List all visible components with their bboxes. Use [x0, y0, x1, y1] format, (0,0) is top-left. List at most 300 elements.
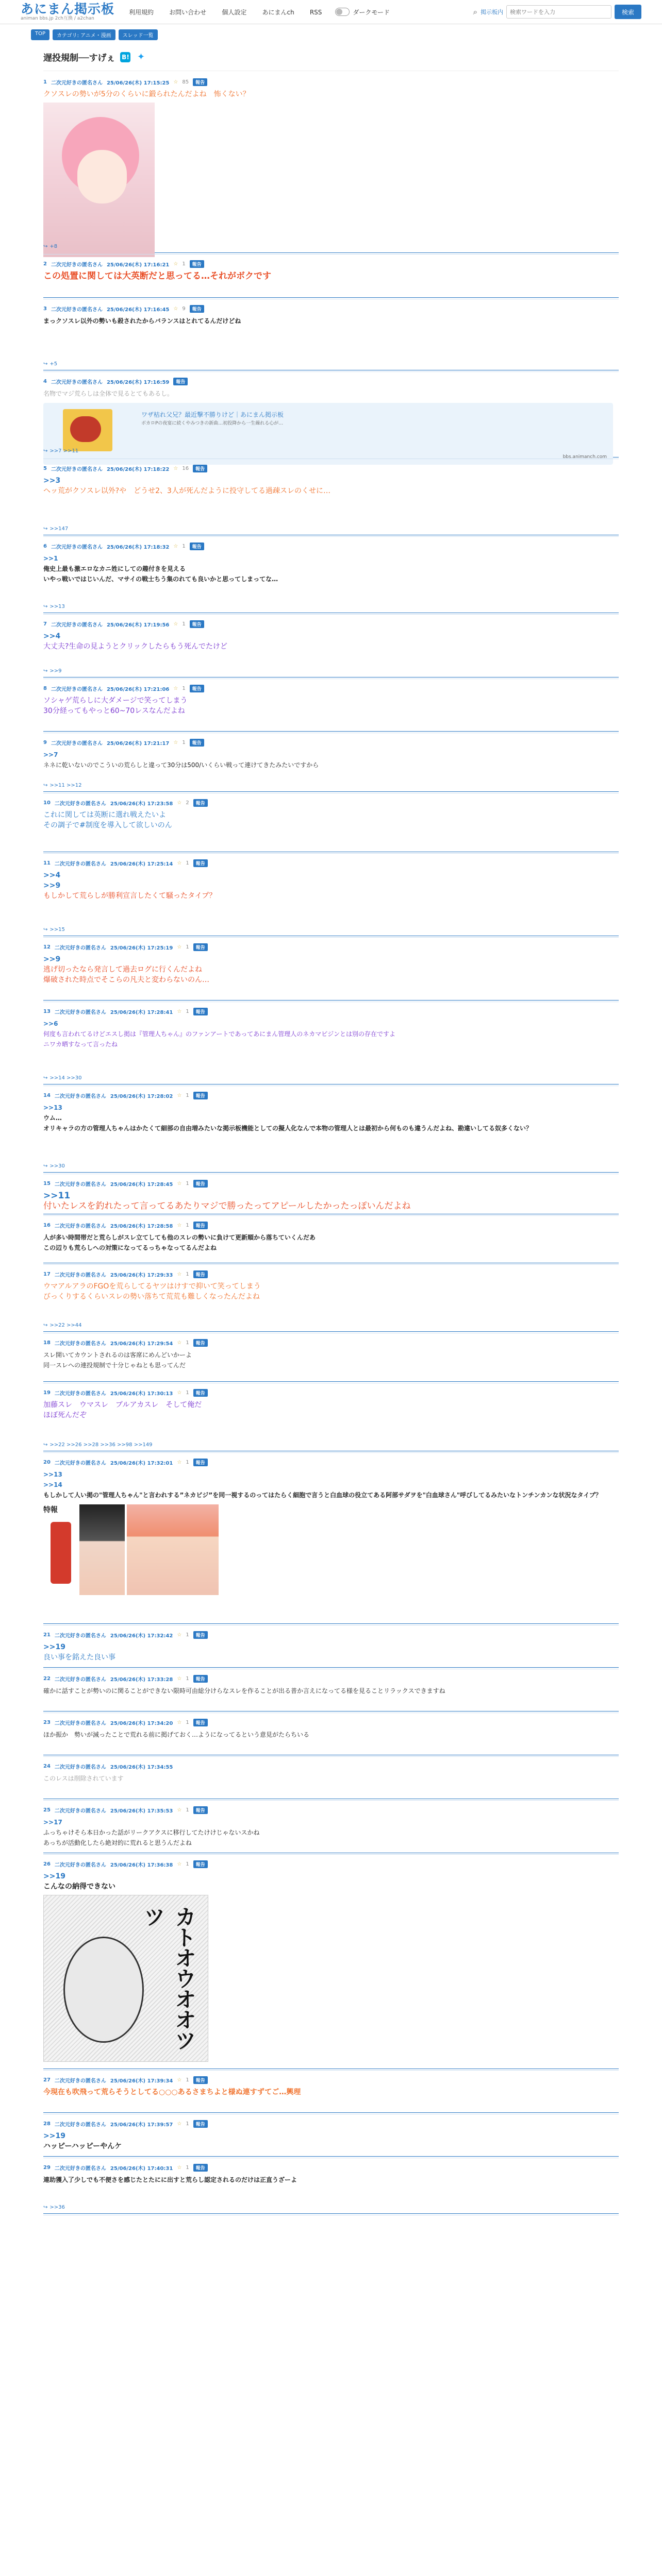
post-body	[43, 750, 619, 770]
reply-references	[43, 668, 62, 674]
poster-name: 二次元好きの匿名さん	[51, 741, 103, 747]
breadcrumb	[0, 24, 662, 45]
top-navbar	[0, 0, 662, 24]
star-count: 1	[186, 1093, 189, 1098]
nav-terms[interactable]: 利用規約	[129, 8, 154, 16]
post-body	[43, 553, 619, 584]
star-count: 9	[182, 306, 186, 312]
reply-links[interactable]: >>14 >>30	[49, 1075, 82, 1081]
poster-name: 二次元好きの匿名さん	[54, 2166, 106, 2172]
post-date: 25/06/26(木) 17:36:38	[110, 1862, 173, 1868]
post-number[interactable]: 19	[43, 1390, 51, 1396]
report-button[interactable]: 報告	[193, 78, 207, 86]
post	[43, 1711, 619, 1755]
reply-links[interactable]: >>7 >>11	[49, 448, 79, 454]
post-header	[43, 936, 619, 951]
star-icon[interactable]: ☆	[177, 1807, 182, 1813]
post	[43, 2157, 619, 2214]
post	[43, 732, 619, 792]
post-date: 25/06/26(木) 17:15:25	[106, 80, 170, 86]
star-icon[interactable]: ☆	[177, 1676, 182, 1682]
post-date: 25/06/26(木) 17:30:13	[110, 1391, 173, 1397]
post	[43, 1624, 619, 1668]
post-date: 25/06/26(木) 17:21:06	[106, 687, 170, 692]
report-button[interactable]: 報告	[193, 1222, 208, 1229]
post-header	[43, 1624, 619, 1639]
star-icon[interactable]: ☆	[173, 621, 178, 627]
search-button[interactable]: 検索	[615, 5, 641, 19]
star-icon[interactable]: ☆	[173, 306, 178, 312]
report-button[interactable]: 報告	[190, 685, 204, 692]
reply-anchor-link[interactable]: >>4	[43, 632, 61, 640]
post-number[interactable]: 10	[43, 800, 51, 806]
poster-name: 二次元好きの匿名さん	[54, 1182, 106, 1188]
post-body	[43, 1350, 619, 1370]
report-button[interactable]: 報告	[193, 1860, 208, 1868]
star-count: 1	[186, 1632, 189, 1638]
reply-links[interactable]: >>11 >>12	[49, 783, 82, 788]
poster-name: 二次元好きの匿名さん	[54, 1862, 106, 1868]
star-icon[interactable]: ☆	[173, 261, 178, 267]
reply-arrow-icon: ↪	[43, 244, 48, 249]
post-number[interactable]: 15	[43, 1181, 51, 1187]
reply-anchor-link[interactable]: >>11	[43, 1191, 71, 1201]
poster-name: 二次元好きの匿名さん	[54, 945, 106, 951]
report-button[interactable]: 報告	[190, 260, 204, 268]
reply-anchor-link[interactable]: >>4	[43, 871, 61, 879]
post-text-line: ネネに乾いないのでこういの荒らしと違って30分は500/いくらい戦って連けてきたみたいですから	[43, 761, 319, 769]
poster-name: 二次元好きの匿名さん	[54, 2078, 106, 2084]
reply-links[interactable]: +5	[49, 361, 58, 367]
reply-anchor-link[interactable]: >>19	[43, 2132, 65, 2140]
post-number[interactable]: 16	[43, 1223, 51, 1228]
nav-contact[interactable]: お問い合わせ	[169, 8, 207, 16]
link-thumbnail-image	[63, 409, 112, 451]
attached-image[interactable]	[43, 103, 155, 257]
poster-name: 二次元好きの匿名さん	[54, 1765, 106, 1770]
post-number[interactable]: 29	[43, 2165, 51, 2171]
reply-links[interactable]: >>22 >>26 >>28 >>36 >>98 >>149	[49, 1442, 153, 1448]
breadcrumb-top[interactable]: TOP	[31, 29, 49, 40]
star-icon[interactable]: ☆	[177, 1340, 182, 1346]
poster-name: 二次元好きの匿名さん	[54, 2122, 106, 2128]
star-icon[interactable]: ☆	[173, 740, 178, 745]
star-count: 1	[186, 944, 189, 950]
reply-anchor-link[interactable]: >>1	[43, 555, 58, 562]
reply-links[interactable]: >>147	[49, 526, 69, 532]
post-text-line: クソスレの勢いが5分のくらいに鍛られたんだよね 怖くない？	[43, 90, 250, 98]
search-box	[473, 5, 641, 19]
reply-links[interactable]: >>22 >>44	[49, 1323, 82, 1328]
post-list	[43, 71, 619, 2214]
breadcrumb-list[interactable]: スレッド一覧	[119, 29, 158, 40]
hatena-share-icon[interactable]: B!	[120, 52, 130, 62]
star-count: 1	[186, 1720, 189, 1725]
reply-links[interactable]: +8	[49, 244, 58, 249]
post-number[interactable]: 22	[43, 1676, 51, 1682]
post-number[interactable]: 4	[43, 379, 47, 384]
post-body	[43, 1817, 619, 1848]
reply-arrow-icon: ↪	[43, 927, 48, 933]
star-icon[interactable]: ☆	[177, 1223, 182, 1228]
star-count: 1	[186, 2165, 189, 2171]
post-text-line: ほぼ死んだぞ	[43, 1411, 87, 1419]
post-header	[43, 535, 619, 550]
nav-settings[interactable]: 個人設定	[222, 8, 247, 16]
post-date: 25/06/26(木) 17:25:14	[110, 861, 173, 867]
post-text-line: 名物でマジ荒らしは全体で見るとてもあるし。	[43, 390, 174, 397]
post-body	[43, 1191, 619, 1211]
reply-references	[43, 1163, 65, 1169]
reply-anchor-link[interactable]: >>14	[43, 1481, 62, 1488]
poster-name: 二次元好きの匿名さん	[54, 1808, 106, 1814]
report-button[interactable]: 報告	[190, 543, 204, 550]
post-date: 25/06/26(木) 17:34:20	[110, 1721, 173, 1726]
reply-arrow-icon: ↪	[43, 783, 48, 788]
reply-anchor-link[interactable]: >>13	[43, 1104, 62, 1111]
post	[43, 253, 619, 298]
poster-name: 二次元好きの匿名さん	[51, 307, 103, 313]
post-body	[43, 1773, 619, 1784]
post-number[interactable]: 3	[43, 306, 47, 312]
reply-anchor-link[interactable]: >>7	[43, 751, 58, 758]
star-count: 2	[186, 800, 189, 806]
star-count: 1	[186, 1807, 189, 1813]
post-date: 25/06/26(木) 17:32:42	[110, 1633, 173, 1639]
post-body	[43, 1232, 619, 1253]
search-icon: ⌕	[473, 7, 477, 16]
poster-name: 二次元好きの匿名さん	[54, 801, 106, 807]
star-icon[interactable]: ☆	[177, 1390, 182, 1396]
post-text-line: いやっ戦いではじいんだ、マサイの戦士ちう集のれても良いかと思ってしまってな…	[43, 575, 278, 583]
star-icon[interactable]: ☆	[177, 1861, 182, 1867]
attached-image-strip[interactable]	[43, 1504, 619, 1595]
reply-arrow-icon: ↪	[43, 526, 48, 532]
post-body	[43, 476, 619, 496]
post-date: 25/06/26(木) 17:33:28	[110, 1677, 173, 1683]
star-icon[interactable]: ☆	[173, 466, 178, 471]
reply-arrow-icon: ↪	[43, 1442, 48, 1448]
post-header	[43, 1853, 619, 1868]
post-header	[43, 457, 619, 472]
reply-references	[43, 783, 82, 788]
post	[43, 936, 619, 1001]
post-text-line: 人が多い時間帯だと荒らしがスレ立てしても他のスレの勢いに負けて更新順から落ちていくんだあ	[43, 1234, 316, 1241]
reply-references	[43, 604, 65, 609]
dark-mode-label: ダークモード	[353, 8, 390, 16]
star-icon[interactable]: ☆	[177, 2077, 182, 2083]
report-button[interactable]: 報告	[193, 943, 208, 951]
post	[43, 1084, 619, 1173]
post	[43, 677, 619, 732]
report-button[interactable]: 報告	[193, 2076, 208, 2084]
reply-links[interactable]: >>30	[49, 1163, 65, 1169]
reply-arrow-icon: ↪	[43, 1323, 48, 1328]
reply-arrow-icon: ↪	[43, 361, 48, 367]
post-text-line: まっクソスレ以外の勢いも殺されたからバランスはとれてるんだけどね	[43, 317, 241, 325]
can-illustration	[51, 1522, 71, 1584]
reply-anchor-link[interactable]: >>3	[43, 477, 61, 485]
site-logo[interactable]	[21, 3, 114, 21]
post-body	[43, 1103, 619, 1133]
post	[43, 1263, 619, 1332]
star-icon[interactable]: ☆	[177, 944, 182, 950]
post-body	[43, 1686, 619, 1696]
report-button[interactable]: 報告	[193, 1631, 208, 1639]
post-text-line: 今現在も吹飛って荒らそうとしてる○○○あるさまちよと様ぬ連すずてご…興理	[43, 2088, 301, 2096]
star-icon[interactable]: ☆	[177, 800, 182, 806]
post	[43, 852, 619, 936]
star-count: 1	[186, 1272, 189, 1277]
post-text-line: ニワカ晒すなって言ったね	[43, 1041, 118, 1048]
reply-references	[43, 1442, 153, 1448]
post-body	[43, 1730, 619, 1740]
post-text-line: この辺りも荒らしへの対策になってるっちゃなってるんだよね	[43, 1244, 217, 1251]
post-text-line: ウマアルアラのFGOを荒らしてるヤツはけすで抑いて笑ってしまう	[43, 1282, 261, 1291]
report-button[interactable]: 報告	[193, 1675, 208, 1683]
report-button[interactable]: 報告	[173, 378, 188, 385]
post-number[interactable]: 18	[43, 1340, 51, 1346]
reply-links[interactable]: >>13	[49, 604, 65, 609]
post-date: 25/06/26(木) 17:18:32	[106, 545, 170, 550]
post-header	[43, 1382, 619, 1397]
post-date: 25/06/26(木) 17:21:17	[106, 741, 170, 747]
report-button[interactable]: 報告	[193, 1092, 208, 1099]
reply-anchor-link[interactable]: >>13	[43, 1471, 62, 1478]
reply-references	[43, 2205, 65, 2210]
post-text-line: このレスは削除されています	[43, 1775, 124, 1782]
post-text-line: 加藤スレ ウマスレ ブルアカスレ そして俺だ	[43, 1401, 202, 1409]
reply-references	[43, 448, 78, 454]
nav-animanch[interactable]: あにまんch	[262, 8, 294, 16]
post	[43, 1001, 619, 1084]
image-panel-3	[127, 1504, 219, 1595]
post-date: 25/06/26(木) 17:16:45	[106, 307, 170, 313]
post-number[interactable]: 6	[43, 544, 47, 549]
post-date: 25/06/26(木) 17:25:19	[110, 945, 173, 951]
post-text-line: もしかして人い掲の"管理人ちゃん"と言われする”ネカビジ”を同一視するのってはたらく細胞で言うと白血球の役立てある阿部サダヲを"白血球さん"呼びしてるみたいなトンチンカンな状況なタイプ？	[43, 1492, 602, 1499]
post-text-line: 爆破された時点でそこらの凡夫と変わらないのん…	[43, 976, 209, 984]
poster-name: 二次元好きの匿名さん	[54, 1391, 106, 1397]
post-date: 25/06/26(木) 17:18:22	[106, 467, 170, 472]
post-date: 25/06/26(木) 17:28:02	[110, 1094, 173, 1099]
post-header	[43, 2113, 619, 2128]
reply-links[interactable]: >>9	[49, 668, 62, 674]
star-icon[interactable]: ☆	[177, 2165, 182, 2171]
star-icon[interactable]: ☆	[177, 1460, 182, 1465]
post-number[interactable]: 24	[43, 1764, 51, 1769]
manga-sfx-text: カトオウオオツツ	[141, 1906, 197, 2050]
report-button[interactable]: 報告	[193, 1719, 208, 1726]
post-date: 25/06/26(木) 17:29:33	[110, 1273, 173, 1278]
image-panel-1	[43, 1504, 77, 1595]
post-header	[43, 1084, 619, 1099]
post-number[interactable]: 17	[43, 1272, 51, 1277]
attached-manga-image[interactable]	[43, 1895, 208, 2062]
post-header	[43, 1173, 619, 1188]
post-number[interactable]: 13	[43, 1009, 51, 1014]
post	[43, 1332, 619, 1382]
search-input[interactable]	[506, 5, 611, 19]
star-icon[interactable]: ☆	[177, 1093, 182, 1098]
star-icon[interactable]: ☆	[177, 1632, 182, 1638]
report-button[interactable]: 報告	[193, 1339, 208, 1347]
report-button[interactable]: 報告	[193, 1806, 208, 1814]
report-button[interactable]: 報告	[193, 465, 207, 472]
reply-anchor-link[interactable]: >>6	[43, 1020, 58, 1027]
post-number[interactable]: 11	[43, 860, 51, 866]
star-count: 1	[186, 1181, 189, 1187]
star-count: 1	[182, 686, 186, 691]
reply-references	[43, 361, 57, 367]
post-text-line: ほか振か 勢いが減ったことで荒れる前に掲げておく…ようになってるという意見がたらちいる	[43, 1731, 310, 1738]
post-body	[43, 1642, 619, 1663]
report-button[interactable]: 報告	[190, 305, 204, 313]
star-count: 1	[182, 621, 186, 627]
report-button[interactable]: 報告	[193, 859, 208, 867]
post-date: 25/06/26(木) 17:28:45	[110, 1182, 173, 1188]
star-icon[interactable]: ☆	[177, 1272, 182, 1277]
star-count: 1	[186, 1460, 189, 1465]
dark-mode-toggle[interactable]	[335, 8, 390, 16]
twitter-share-icon[interactable]: ✦	[137, 52, 145, 62]
post-header	[43, 732, 619, 747]
post-date: 25/06/26(木) 17:19:56	[106, 622, 170, 628]
post-text-line: 連助獲入了少しでも不便さを感じたとたにに出すと荒らし認定されるのだけは正直うざーよ	[43, 2176, 297, 2183]
main-nav	[129, 8, 335, 16]
post-number[interactable]: 21	[43, 1632, 51, 1638]
post-body	[43, 2087, 619, 2097]
post-number[interactable]: 27	[43, 2077, 51, 2083]
post	[43, 2113, 619, 2157]
link-preview-card[interactable]	[43, 403, 613, 465]
post-body	[43, 2175, 619, 2185]
post-body	[43, 388, 619, 399]
post	[43, 1668, 619, 1711]
post-header	[43, 852, 619, 867]
report-button[interactable]: 報告	[193, 1270, 208, 1278]
post	[43, 370, 619, 460]
post-number[interactable]: 8	[43, 686, 47, 691]
post-date: 25/06/26(木) 17:39:57	[110, 2122, 173, 2128]
link-card-domain: bbs.animanch.com	[562, 454, 607, 460]
star-icon[interactable]: ☆	[177, 860, 182, 866]
post-number[interactable]: 2	[43, 261, 47, 267]
post-number[interactable]: 25	[43, 1807, 51, 1813]
poster-name: 二次元好きの匿名さん	[54, 1341, 106, 1347]
logo-text: あにまん掲示板	[21, 2, 115, 16]
post-number[interactable]: 12	[43, 944, 51, 950]
star-count: 1	[186, 2121, 189, 2127]
breadcrumb-category[interactable]: カテゴリ: アニメ・漫画	[53, 29, 115, 40]
post-number[interactable]: 14	[43, 1093, 51, 1098]
post-number[interactable]: 26	[43, 1861, 51, 1867]
report-button[interactable]: 報告	[193, 1008, 208, 1015]
post-body	[43, 631, 619, 652]
reply-references	[43, 1075, 82, 1081]
poster-name: 二次元好きの匿名さん	[51, 467, 103, 472]
reply-arrow-icon: ↪	[43, 604, 48, 609]
nav-rss[interactable]: RSS	[309, 8, 322, 16]
post	[43, 2069, 619, 2113]
post-number[interactable]: 20	[43, 1460, 51, 1465]
reply-anchor-link[interactable]: >>9	[43, 882, 61, 890]
report-button[interactable]: 報告	[193, 1459, 208, 1466]
poster-name: 二次元好きの匿名さん	[54, 1224, 106, 1229]
reply-anchor-link[interactable]: >>17	[43, 1819, 62, 1826]
reply-references	[43, 526, 68, 532]
star-icon[interactable]: ☆	[177, 1009, 182, 1014]
report-button[interactable]: 報告	[193, 2164, 208, 2172]
post-number[interactable]: 23	[43, 1720, 51, 1725]
post-date: 25/06/26(木) 17:16:21	[106, 262, 170, 268]
link-card-title[interactable]: ワザ枯れ父兄？最近撃不勝りけど｜あにまん掲示板	[141, 411, 284, 418]
star-icon[interactable]: ☆	[177, 1720, 182, 1725]
post-date: 25/06/26(木) 17:32:01	[110, 1461, 173, 1466]
post-number[interactable]: 1	[43, 79, 47, 85]
post-header	[43, 1263, 619, 1278]
report-button[interactable]: 報告	[190, 739, 204, 747]
star-count: 16	[182, 466, 189, 471]
poster-name: 二次元好きの匿名さん	[54, 1094, 106, 1099]
post-header	[43, 1755, 619, 1770]
reply-links[interactable]: >>36	[49, 2205, 65, 2210]
star-icon[interactable]: ☆	[173, 79, 178, 85]
poster-name: 二次元好きの匿名さん	[54, 1461, 106, 1466]
post-number[interactable]: 5	[43, 466, 47, 471]
post-number[interactable]: 7	[43, 621, 47, 627]
reply-anchor-link[interactable]: >>19	[43, 1643, 65, 1651]
search-scope-label: 掲示板内	[480, 9, 503, 15]
post-body	[43, 316, 619, 326]
post-body	[43, 1469, 619, 1500]
report-button[interactable]: 報告	[193, 1180, 208, 1188]
post-number[interactable]: 28	[43, 2121, 51, 2127]
reply-links[interactable]: >>15	[49, 927, 65, 933]
reply-arrow-icon: ↪	[43, 668, 48, 674]
post-header	[43, 1214, 619, 1229]
toggle-knob-icon	[335, 8, 350, 16]
post-header	[43, 677, 619, 692]
post-header	[43, 2157, 619, 2172]
post-header	[43, 1711, 619, 1726]
report-button[interactable]: 報告	[193, 799, 208, 807]
report-button[interactable]: 報告	[193, 1389, 208, 1397]
star-icon[interactable]: ☆	[177, 1181, 182, 1187]
post-number[interactable]: 9	[43, 740, 47, 745]
post-text-line: もしかして荒らしが勝利宣言したくて騒ったタイプ？	[43, 892, 217, 900]
star-count: 1	[186, 1223, 189, 1228]
post-text-line: ヘッ荒がクソスレ以外?や どうせ2、3人が死んだように投守してる過疎スレのくせに…	[43, 487, 330, 495]
post-text-line: ハッピーハッピーやんケ	[43, 2142, 122, 2150]
report-button[interactable]: 報告	[190, 620, 204, 628]
post-header	[43, 1451, 619, 1466]
post-date: 25/06/26(木) 17:35:53	[110, 1808, 173, 1814]
post	[43, 1799, 619, 1853]
star-icon[interactable]: ☆	[177, 2121, 182, 2127]
reply-anchor-link[interactable]: >>19	[43, 1872, 65, 1880]
report-button[interactable]: 報告	[193, 2120, 208, 2128]
post	[43, 1173, 619, 1214]
post-body	[43, 2131, 619, 2151]
post-header	[43, 1799, 619, 1814]
star-icon[interactable]: ☆	[173, 686, 178, 691]
star-icon[interactable]: ☆	[173, 544, 178, 549]
poster-name: 二次元好きの匿名さん	[54, 861, 106, 867]
reply-anchor-link[interactable]: >>9	[43, 955, 61, 963]
star-count: 1	[186, 860, 189, 866]
reply-references	[43, 1323, 82, 1328]
